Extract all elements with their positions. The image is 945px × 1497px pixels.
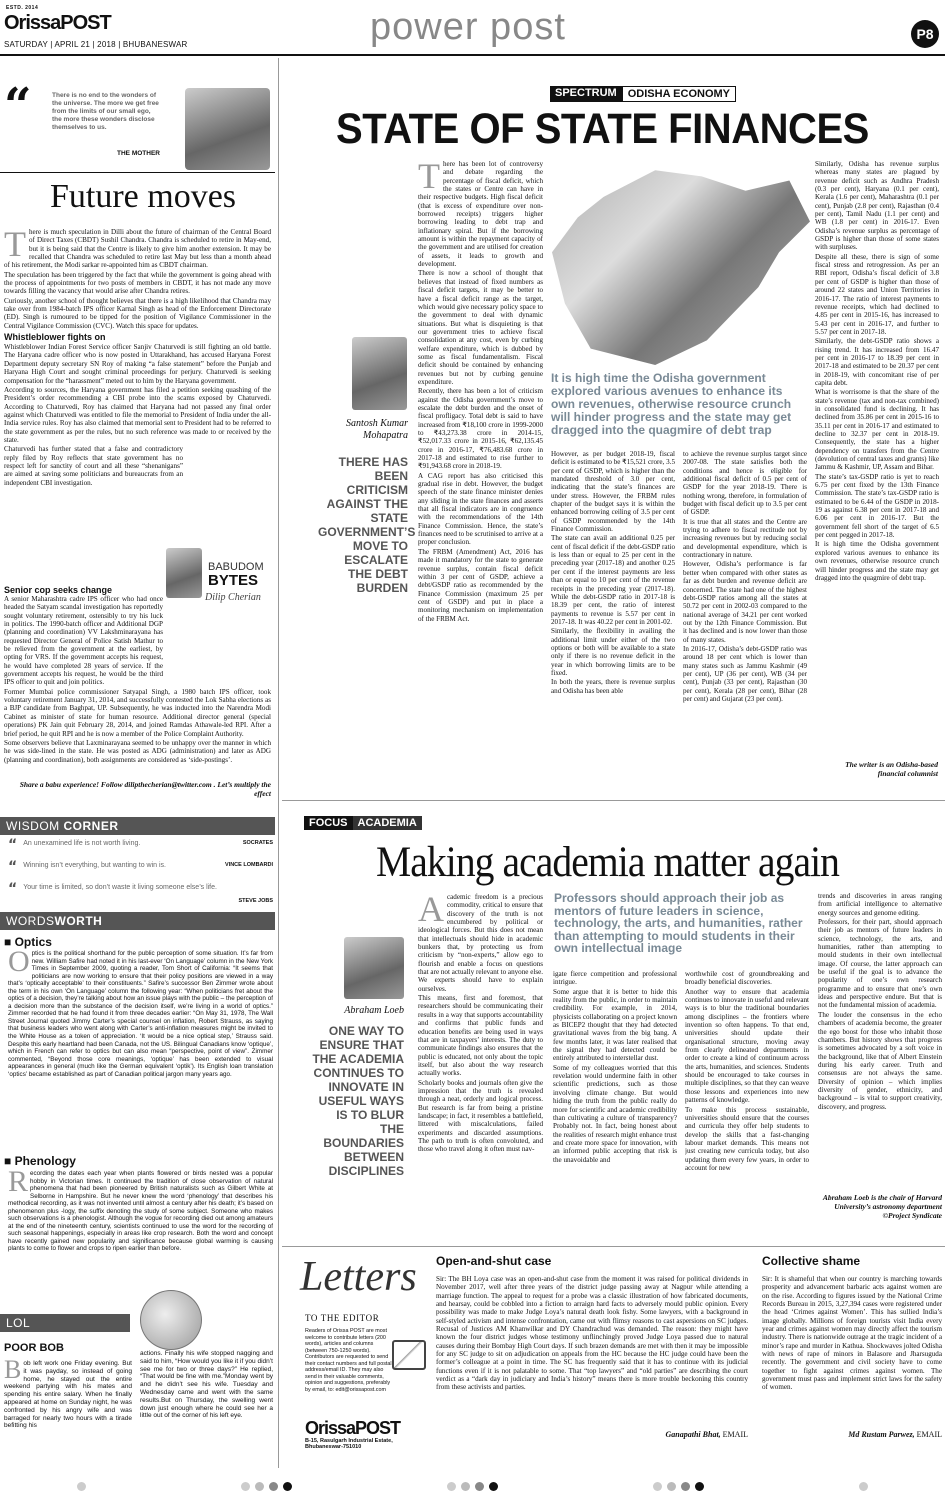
letters-logo: OrissaPOST [305,1418,401,1438]
wisdom-quote [8,881,273,908]
spectrum-col-3 [683,450,807,792]
paragraph: To make this process sustainable, universities should ensure that the courses and curricula they offer help students to develop the skills that a fast-changing labour market demands. This means not just creating new curricula today, but also updating them every few years, in order to account for new [685,1105,809,1172]
future-moves-body [4,228,271,570]
dropcap: T [4,228,26,264]
focus-pullquote: ONE WAY TO ENSURE THAT THE ACADEMIA CONTINUES TO INNOVATE IN USEFUL WAYS IS TO BLUR THE BOUNDARIES BETWEEN DISCIPLINES [312,1024,404,1178]
dot [447,1482,456,1491]
quote-icon: “ [8,859,18,875]
paragraph: In both the years, there is revenue surplus and Odisha has been able [551,678,675,695]
paragraph: The state can avail an additional 0.25 per cent of fiscal deficit if the debt-GSDP ratio is less than or equal to 25 per cent in the preceding year (2017-18) and another 0.25 per cent if the interest payments are less than or equal to 10 per cent of the revenue receipts in the preceding year (2017-18). While the debt-GSDP ratio in 2017-18 is 18.39 per cent, the ratio of interest payments to revenue is 5.57 per cent in 2017-18. It was 40.22 per cent in 2001-02. [551,534,675,626]
letter-1-body: Sir: The BH Loya case was an open-and-shut case from the moment it was raised for political dividends in November 2017, well after three years of the district judge passing away at Nagpur while attending a marriage function. The appeal to request for a probe was a classic illustration of how fabricated documents, and hearsay, could be cobbled into a fiction to arraign hard facts to adversely mould public opinion. Every possibility was made to make Judge Loya’s natural death look fishy. Some lawyers, with a background in self-styled activism and intense confrontation, came out with flimsy reasons to cast aspersions on SC judges. Recusal of Justices AM Khanwilkar and DY Chandrachud was demanded. The reason: they might have known the four district judges whose testimony unflinchingly proved Judge Loya passed due to natural causes during their Bombay High Court days. If such brazen demands are met with then it may be impossible for any SC judge to sit on adjudication on appeals from the HC because the HC judge could have been the former’s colleague at a point in time. The SC has frequently said that it has to continue with its judicial functions even if it is not palatable to some. That “top lawyers” and “old parties” are describing the court verdict as a “dark day in judiciary and India’s history” means there is more trouble beckoning this country from these activists and parties. [436,1275,748,1392]
subhead: Whistleblower fights on [4,332,106,343]
registration-dots [447,1476,498,1495]
header-rule [0,54,945,56]
letters-address: B-15, Rasulgarh Industrial Estate, Bhubaneswar-751010 [305,1438,393,1450]
envelope-icon [392,1340,426,1370]
columnist-name: Dilip Cherian [205,592,261,603]
quote-text: An unexamined life is not worth living. [23,840,141,847]
paragraph: Some of my colleagues worried that this revelation would undermine faith in other scientific predictions, such as those involving climate change. But would hiding the truth from the public really do more for scientific and academic credibility than cultivating a culture of transparency? Probably not. In fact, being honest about the realities of research might enhance trust and create more space for innovation, with an informed public accepting that risk is the unavoidable and [553,1063,677,1164]
dropcap: O [8,950,30,978]
paragraph: Similarly, the debt-GSDP ratio shows a rising trend. It has increased from 16.47 per cent in 2016-17 to 18.39 per cent in 2017-18 and estimated to be 20.37 per cent in 2018-19, with concomitant rise of per capita debt. [815,337,939,387]
dot [461,1482,470,1491]
paragraph: Another way to ensure that academia continues to innovate in useful and relevant ways is to blur the traditional boundaries among disciplines – the frontiers where invention so often happens. To that end, universities should update their organisational structure, moving away from clearly delineated departments in order to create a kind of continuum across the arts, humanities, and sciences. Students should be encouraged to take courses in multiple disciplines, so that they can weave those lessons and experiences into new patterns of knowledge. [685,987,809,1105]
dot [475,1482,484,1491]
joke-text: ob left work one Friday evening. But it was payday, so instead of going home, he stayed out the entire weekend partying with his mates and spending his entire salary. When he finally appeared at home on Sunday night, he was confronted by his angry wife and was barraged for nearly two hours with a tirade befitting his [4,1360,132,1430]
lol-header: LOL [0,1314,130,1332]
phenology-body [8,1170,273,1310]
signature-name: Ganapathi Bhat, [665,1430,721,1439]
paragraph: According to sources, the Haryana government has filed a petition seeking quashing of the President’s order recommending a CBI probe into the scams exposed by Chaturvedi. According to Chaturvedi, Roy has claimed that Haryana had not passed any final order against which Chaturvedi was entitled to file the memorial to President of India under the all-India service rules. Roy has also claimed that memorial sent to President had to be referred to the state government as per the rules, but no such reference was made to or received by the state. [4,385,271,444]
laughing-emoji-icon [140,1290,202,1350]
focus-blurb: Professors should approach their job as mentors of future leaders in science, technology, the arts, and humanities, rather than attempting to mould students in their own intellectual image [554,891,803,955]
lol-body-1 [4,1360,132,1460]
registration-dots [241,1476,292,1495]
registration-dots [653,1476,704,1495]
masthead-logo: OrissaPOST [4,12,111,34]
paragraph: to achieve the revenue surplus target since 2007-08. The state satisfies both the conditions and hence is eligible for additional fiscal deficit of 0.5 per cent of GSDP for the year 2018-19. There is nothing wrong, therefore, in formulation of budget with fiscal deficit up to 3.5 per cent of GSDP. [683,450,807,517]
wisdom-quote [8,859,273,884]
paragraph: Professors, for their part, should approach their job as mentors of future leaders in science, technology, the arts, and humanities, rather than attempting to mould students in their own intellectual image. Of course, the latter approach can be useful if the goal is to advance the popularity of one’s own research programme and to ensure that one’s own ideas and perspective endure. But that is not the fundamental mission of academia. [818,918,942,1010]
the-mother-photo [185,88,270,170]
dateline: SATURDAY | APRIL 21 | 2018 | BHUBANESWAR [4,40,188,49]
dropcap: A [418,893,444,929]
divider [282,1246,945,1247]
focus-col-3 [685,970,809,1238]
paragraph: A senior Maharashtra cadre IPS officer who had once headed the Satyam scandal investigation has reportedly sought voluntary retirement, ostensibly to try his luck in politics. The 1990-batch officer and Additional DGP (planning and coordination) VV Lakshminarayana has requested Director General of Police Satish Mathur to be relieved from the government at the earliest, by opting for VRS. If the government accepts his request, he would have completed 28 years of service. If the government accepts his request, he would be the third IPS officer to quit and join politics. [4,595,163,687]
paragraph: here is much speculation in Dilli about the future of chairman of the Central Board of Direct Taxes (CBDT) Sushil Chandra. Chandra is scheduled to retire in May-end, but it is being said that the Centre is likely to give him another extension. It may be recalled that Chandra was scheduled to retire last May but less than a month ahead of his retirement, the Modi sarkar re-appointed him as CBDT chairman. [4,228,271,270]
spectrum-pullquote: THERE HAS BEEN CRITICISM AGAINST THE STATE GOVERNMENT’S MOVE TO ESCALATE THE DEBT BURDEN [318,455,416,595]
quote-icon: “ [8,837,18,853]
divider [282,800,945,801]
abraham-loeb-photo [344,937,404,999]
babudom-footer: Share a babu experience! Follow dilipthecherian@twitter.com . Let’s multiply the effect [19,780,271,798]
paragraph: Similarly, the flexibility in availing the additional limit under either of the two options or both will be available to a state only if there is no revenue deficit in the year in which borrowing limits are to be fixed. [551,627,675,677]
dilip-cherian-photo [166,548,202,598]
paragraph: Chaturvedi has further stated that a false and contradictory reply filed by Roy reflects that state government has no respect left for sanctity of court and all these “shenanigans” are aimed at saving some politicians and bureaucrats from an independent CBI investigation. [4,445,183,487]
wisdom-quote [8,837,273,862]
dot [269,1482,278,1491]
wisdom-corner-header [0,817,275,835]
quote-author: SOCRATES [242,840,273,846]
spectrum-headline: STATE OF STATE FINANCES [336,105,869,153]
quote-text: Winning isn’t everything, but wanting to win is. [23,862,166,869]
dot [681,1482,690,1491]
divider [0,172,275,173]
dot [653,1482,662,1491]
dot [667,1482,676,1491]
quote-mark-icon: “ [4,78,32,134]
dot [489,1482,498,1491]
paragraph: Scholarly books and journals often give the impression that the truth is revealed through a neat, orderly and logical process. But research is far from being a pristine landscape; in fact, it resembles a battlefield, littered with miscalculations, failed experiments and discarded assumptions. The path to truth is often convoluted, and those who travel along it often must nav- [418,1078,543,1154]
spectrum-blurb: It is high time the Odisha government explored various avenues to enhance its own revenues, otherwise resource crunch will hinder progress and the state may get dragged into the quagmire of debt trap [551,371,792,437]
focus-col-1 [418,893,543,1238]
optics-title: ■ Optics [4,935,52,949]
dropcap: T [418,160,440,196]
term-definition: ecording the dates each year when plants flowered or birds nested was a popular hobby in Victorian times. It continued the tradition of close observation of natural phenomena that had been pioneered by British naturalists such as Gilbert White at Selborne in Hampshire. But he never knew the word ‘phenology’ that describes his methodical recording, as it was not invented until almost a century after his death; it’s based on phenomenon plus -logy, the suffix denoting the study of some subject. Someone who makes such observations is a phenologist. Although the vogue for recording died out among amateurs at the end of the nineteenth century, scientists continued to use the word for the recording of such seasonal happenings, especially in areas like crop research. Both the word and concept have recently gained new popularity and significance because global warming is causing plants to come to flower and crops to ripen earlier than before. [8,1170,273,1253]
paragraph: Recently, there has been a lot of criticism against the Odisha government’s move to escalate the debt burden and the onset of fiscal profligacy. Total debt is said to have increased from ₹18,100 crore in 1999-2000 to ₹43,273.38 crore in 2014-15, ₹52,017.33 crore in 2015-16, ₹62,135.45 crore in 2016-17, ₹76,483.68 crore in 2017-18 and estimated to rise further to ₹91,943.68 crore in 2018-19. [418,387,543,471]
dot [77,1482,86,1491]
letter-1-signature [436,1430,748,1439]
focus-author: Abraham Loeb [344,1005,404,1016]
bytes-label: BYTES [208,572,259,589]
letter-2-title: Collective shame [762,1254,861,1268]
paragraph: This means, first and foremost, that researchers should be communicating their results in a way that supports accountability and confirms that public funds and education benefits are being used in ways that are in taxpayers’ interests. The duty to communicate findings also ensures that the public is educated, not only about the topic itself, but also about the way research actually works. [418,994,543,1078]
header-part: WISDOM [6,819,64,833]
letters-title: Letters [300,1254,417,1300]
dot [859,1482,868,1491]
registration-dots [77,1476,86,1495]
dot [255,1482,264,1491]
dropcap: R [8,1170,29,1198]
quote-icon: “ [8,881,18,897]
paragraph: Despite all these, there is sign of some fiscal stress and retrogression. As per an RBI report, Odisha’s fiscal deficit of 3.8 per cent of GSDP is higher than those of around 22 states and Union Territories in 2016-17. The ratio of interest payments to revenue receipts, which had declined to 4.85 per cent in 2015-16, has increased to 5.43 per cent in 2016-17, and further to 5.57 per cent in 2017-18. [815,252,939,336]
subhead: Senior cop seeks change [4,585,113,595]
spectrum-author: Santosh Kumar Mohapatra [346,418,408,441]
kicker-label: SPECTRUM [550,86,622,102]
letters-info: Readers of Orissa POST are most welcome to contribute letters (200 words), articles and columns (between 750-1250 words). Contributors are requested to send their contact numbers and full postal address/email ID. They may also send in their valuable comments, opinion and suggestions, preferably by email, to: edit@orissapost.com [305,1328,392,1393]
letters-subtitle: TO THE EDITOR [305,1313,380,1323]
paragraph: However, as per budget 2018-19, fiscal deficit is estimated to be ₹15,521 crore, 3.5 per cent of GSDP, which is higher than the mandated threshold of 3.0 per cent, indicating that the state’s finances are under stress. However, the FRBM rules chapter of the budget says it is within the enhanced borrowing ceiling of 3.5 per cent of GSDP recommended by the 14th Finance Commission. [551,450,675,534]
kicker-label: FOCUS [304,816,353,830]
dot [695,1482,704,1491]
registration-dots [859,1476,868,1495]
paragraph: What is worrisome is that the share of the state’s revenue (tax and non-tax combined) in consolidated fund is declining. It has declined from 35.86 per cent in 2015-16 to 35.11 per cent in 2016-17 and estimated to decline to 32.37 per cent in 2018-19. Consequently, the state has a higher dependency on transfers from the Centre (devolution of central taxes and grants) like Jammu & Kashmir, UP, Assam and Bihar. [815,388,939,472]
paragraph: Similarly, Odisha has revenue surplus whereas many states are plagued by revenue deficit such as Andhra Pradesh (0.3 per cent), Haryana (0.1 per cent), Kerala (1.6 per cent), Maharashtra (0.1 per cent), Punjab (2.8 per cent), Rajasthan (0.4 per cent), Tamil Nadu (1.1 per cent) and WB (1.8 per cent) in 2016-17. Even Odisha’s revenue surplus as percentage of GSDP is higher than those of some states with surpluses. [815,160,939,252]
kicker-label: ACADEMIA [353,816,422,830]
page-number-badge: P8 [911,20,939,48]
paragraph: A CAG report has also criticised this gradual rise in debt. However, the budget speech of the state finance minister denies any sliding in the state finances and asserts that all fiscal indicators are in congruence with the recommendations of the 14th Finance Commission. Hence, the state’s finances need to be scrutinised to arrive at a proper conclusion. [418,471,543,547]
quote-author: STEVE JOBS [238,898,273,904]
paragraph: Curiously, another school of thought believes that there is a high likelihood that Chandra may take over from 1984-batch IPS officer Karnal Singh as head of the Enforcement Directorate (ED). Singh is rumoured to be tipped for the position of Vigilance Commissioner in the Central Vigilance Commission (CVC). Watch this space for updates. [4,296,271,330]
focus-col-2 [553,970,677,1238]
spectrum-col-4 [815,160,939,755]
paragraph: It is true that all states and the Centre are trying to adhere to fiscal rectitude not by increasing revenues but by reducing social and developmental expenditure, which is contractionary in nature. [683,517,807,560]
paragraph: It is high time the Odisha government explored various avenues to enhance its own revenues, otherwise resource crunch will hinder progress and the state may get dragged into the quagmire of debt trap. [815,540,939,582]
paragraph: cademic freedom is a precious commodity, critical to ensure that discovery of the truth is not encumbered by political or ideological forces. But this does not mean that intellectuals should hide in academic bunkers that, by protecting us from criticism by “non-experts,” allow ego to flourish and enable a focus on questions that are not actually relevant to anyone else. We experts should have to explain ourselves. [418,893,543,993]
quote-author: VINCE LOMBARDI [225,862,273,868]
dropcap: B [4,1360,22,1384]
section-title: power post [370,6,566,48]
paragraph: There is now a school of thought that believes that instead of fixed numbers as fiscal deficit targets, it may be better to have a fiscal deficit range as the target, which would give necessary policy space to the government to deal with dynamic situations. But what is disquieting is that our government tries to achieve fiscal consolidation at any cost, even by curbing welfare expenditure, which is dubbed by some as fiscal fundamentalism. Fiscal deficit should be contained by enhancing revenues but not by curbing genuine expenditure. [418,269,543,386]
term-definition: ptics is the political shorthand for the public perception of some situation. It’s far from new. William Safire had noted it in his last-ever ‘On Language’ column in the New York Times in September 2009, quoting a reader, Tom Short of California: “It seems that politicians are now working to ensure that their policy positions are viewed in a way that’s ‘optically acceptable’ to their constituents.” Safire’s successor Ben Zimmer wrote about the term in his own ‘On Language’ column the following year: “When politicians fret about the optics of a decision, they’re talking about how an issue plays with the public – the perception of a decision more than the substance of the decision itself, we’re living in a world of optics.” Zimmer recorded that he had found it from three decades earlier: “On May 31, 1978, The Wall Street Journal quoted Jimmy Carter’s special counsel on inflation, Robert Strauss, as saying that business leaders who went along with Carter’s anti-inflation measures might be invited to the White House as a token of appreciation. ‘It would be a nice optical step,’ Strauss said. Despite this early heartland had been Canada, not the US. Bilingual Canadians know ‘optique’, which in French can refer to optics but can also mean “perspective, point of view”. Zimmer commented, “Beyond those core meanings, ‘optique’ has been extended to visual appearances in general (much like the German equivalent ‘optik’). Its English loan translation ‘optics’ became established as part of Canadian political jargon many years ago. [8,950,273,1078]
paragraph: here has been lot of controversy and debate regarding the percentage of fiscal deficit, which the states or Centre can have in their respective budgets. High fiscal deficit (that is excess of expenditure over non-borrowed receipts) triggers higher borrowing leading to debt trap and inflationary spiral. But if the borrowing amount is within the repayment capacity of the government and are utilised for creation of assets, it leads to growth and development. [418,160,543,269]
santosh-mohapatra-photo [352,337,407,410]
phenology-title: ■ Phenology [4,1154,76,1168]
babudom-label: BABUDOM [208,561,264,573]
lol-body-2: actions. Finally his wife stopped nagging and said to him, “How would you like it if you didn’t see me for two or three days?” He replied, “That would be fine with me.”Monday went by and he didn’t see his wife. Tuesday and Wednesday came and went with the same results.But on Thursday, the swelling went down just enough where he could see her a little out of the corner of his left eye. [140,1350,273,1420]
registration-marks [0,1474,945,1497]
paragraph: The louder the consensus in the echo chambers of academia become, the greater the ego boost for those who inhabit those chambers. But history shows that progress is sometimes advocated by a soft voice in the background, like that of Albert Einstein during his early career. Truth and consensus are not always the same. Diversity of opinion – which implies diversity of gender, ethnicity, and background – is vital to support creativity, discovery, and progress. [818,1010,942,1111]
letter-2-signature [762,1430,942,1439]
kicker-label: ODISHA ECONOMY [622,86,736,102]
paragraph: trends and discoveries in areas ranging from artificial intelligence to alternative energy sources and genome editing. [818,892,942,917]
paragraph: Some observers believe that Laxminarayana seemed to be unhappy over the manner in which he was side-lined in the state. He was posted as ADG (administration) and later as ADG (planning and coordination), both assignments are considered as ‘side-postings’. [4,738,271,764]
spectrum-writer-note: The writer is an Odisha-based financial columnist [845,760,938,778]
lol-subtitle: POOR BOB [4,1342,64,1354]
paragraph: igate fierce competition and professional intrigue. [553,970,677,987]
signature-name: Md Rustam Parwez, [848,1430,915,1439]
letter-1-title: Open-and-shut case [436,1254,552,1268]
spectrum-col-2 [551,450,675,792]
term: Phenology [14,1154,76,1168]
wisdom-quotes [8,837,273,904]
paragraph: In 2016-17, Odisha’s debt-GSDP ratio was around 18 per cent which is lower than many states such as Jammu Kashmir (49 per cent), UP (36 per cent), WB (34 per cent), Punjab (33 per cent), Rajasthan (30 per cent), Kerala (28 per cent), Bihar (28 per cent) and Gujarat (23 per cent). [683,644,807,703]
spectrum-col-1 [418,160,543,792]
optics-body [8,950,273,1153]
spectrum-kicker [550,86,736,102]
future-moves-body-2 [4,595,271,779]
header-part: WORDS [6,914,55,928]
paragraph: However, Odisha’s performance is far better when compared with other states as far as debt burden and revenue deficit are concerned. The state had one of the highest debt-GSDP ratios among all the states at 50.72 per cent in 2002-03 compared to the national average of 34.21 per cent worked out by the 12th Finance Commission. But it has declined and is now lower than those of many states. [683,560,807,644]
paragraph: The FRBM (Amendment) Act, 2016 has made it mandatory for the state to generate revenue surplus, contain fiscal deficit within 3 per cent of GSDP, achieve a debt/GSDP ratio as recommended by the Finance Commission (maximum 25 per cent of GSDP) and put in place a monitoring mechanism on implementation of the FRBM Act. [418,547,543,623]
focus-kicker [304,816,422,830]
odisha-map-illustration [552,160,810,365]
header-part: WORTH [54,914,103,928]
quote-text: There is no end to the wonders of the universe. The more we get free from the limits of our small ego, the more these wonders disclose themselves to us. [52,92,159,131]
term: Optics [14,935,52,949]
quote-author: THE MOTHER [117,150,160,157]
est-label: ESTD. 2014 [6,5,39,11]
signature-place: EMAIL [722,1430,748,1439]
dot [241,1482,250,1491]
paragraph: Whistleblower Indian Forest Service officer Sanjiv Chaturvedi is still fighting an old battle. The Haryana cadre officer who is now posted in Uttarakhand, has accused Haryana Forest Department deputy secretary SN Roy of making “a false statement” before the Punjab and Haryana High Court and sought criminal proceedings for perjury. Chaturvedi is seeking compensation for the “harassment” meted out to him by the Haryana government. [4,343,271,385]
focus-headline: Making academia matter again [376,839,840,886]
quote-text: Your time is limited, so don’t waste it living someone else’s life. [23,884,217,891]
paragraph: The state’s tax-GSDP ratio is yet to reach 6.75 per cent fixed by the 13th Finance Commission. The state’s tax-GSDP ratio is estimated to be 6.44 of the GSDP in 2018-19 as against 6.38 per cent in 2017-18 and 6.06 per cent in 2016-17. But the government fell short of the target of 6.5 per cent pegged in 2017-18. [815,472,939,540]
dot [283,1482,292,1491]
focus-signature: Abraham Loeb is the chair of Harvard University’s astronomy department ©Project Syndicate [822,1193,942,1220]
letter-2-body: Sir: It is shameful that when our country is marching towards prosperity and advancement barbaric acts against women are on the rise. According to figures issued by the National Crime Records Bureau in 2015, 3,27,394 cases were registered under the head ‘Crimes against Women’. This has sullied India’s image globally. Millions of foreign tourists visit India every year and crimes against women may directly affect the tourism industry. There is nationwide outrage at the tragic incident of a minor’s rape and murder in Kathua. Shockwaves jolted Odisha with news of rape of minors in Balasore and Jharsuguda recently. The government and civil society have to come together to fight against crimes against women. The government must pass and implement strict laws for the safety of women. [762,1275,942,1392]
paragraph: worthwhile cost of groundbreaking and broadly beneficial discoveries. [685,970,809,987]
wordsworth-header [0,912,275,930]
column-divider [278,58,279,1468]
paragraph: Former Mumbai police commissioner Satyapal Singh, a 1980 batch IPS officer, took voluntary retirement January 31, 2014, and successfully contested the Lok Sabha elections as a BJP candidate from Baghpat, UP. Subsequently, he was inducted into the Narendra Modi Cabinet as minister of state for human resource. Additional director general (special operations) PK Jain quit February 28, 2014, and joined Ramdas Athawale-led RPI. After a brief period, he quit RPI and he is now a member of the Police Complaint Authority. [4,687,271,738]
signature-place: EMAIL [916,1430,942,1439]
header-part: CORNER [63,819,119,833]
focus-col-4 [818,892,942,1194]
paragraph: Some argue that it is better to hide this reality from the public, in order to maintain credibility. For example, in 2014, physicists collaborating on a project known as BICEP2 thought that they had detected gravitational waves from the big bang. A few months later, it was later realised that the signal they had detected could be entirely attributed to interstellar dust. [553,987,677,1063]
paragraph: The speculation has been triggered by the fact that while the government is going ahead with the process of appointments for two posts of members in CBDT, it has not made any move towards filling the vacancy that would arise after Chandra retires. [4,270,271,296]
future-moves-title: Future moves [50,178,237,215]
